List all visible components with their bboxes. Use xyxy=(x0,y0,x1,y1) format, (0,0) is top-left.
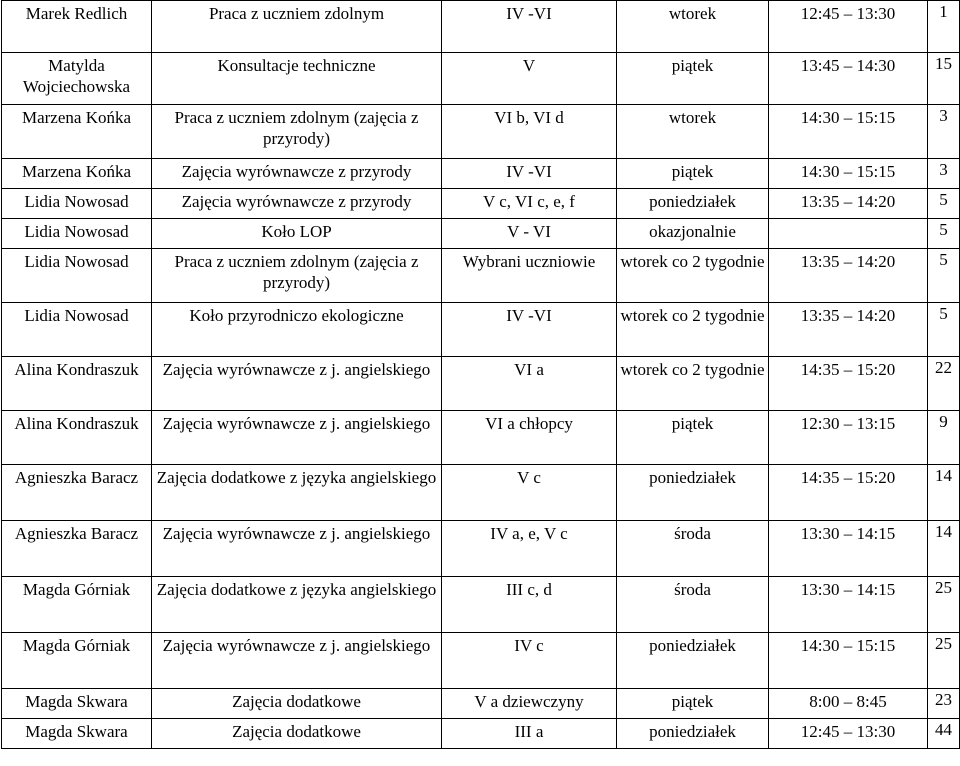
time-cell: 13:35 – 14:20 xyxy=(769,249,928,303)
teacher-cell: Agnieszka Baracz xyxy=(2,465,152,521)
time-cell: 14:30 – 15:15 xyxy=(769,105,928,159)
classes-cell: IV -VI xyxy=(442,159,617,189)
table-row xyxy=(2,219,960,249)
day-cell: środa xyxy=(617,577,769,633)
classes-cell: VI a xyxy=(442,357,617,411)
classes-cell: VI a chłopcy xyxy=(442,411,617,465)
activity-cell: Praca z uczniem zdolnym (zajęcia z przyrody) xyxy=(152,105,442,159)
table-row xyxy=(2,105,960,159)
time-cell: 13:30 – 14:15 xyxy=(769,577,928,633)
classes-cell: V a dziewczyny xyxy=(442,689,617,719)
activity-cell: Konsultacje techniczne xyxy=(152,53,442,105)
activity-cell: Zajęcia wyrównawcze z przyrody xyxy=(152,189,442,219)
count-cell: 14 xyxy=(928,465,960,521)
time-cell: 8:00 – 8:45 xyxy=(769,689,928,719)
count-cell: 5 xyxy=(928,189,960,219)
table-row xyxy=(2,719,960,749)
teacher-cell: Lidia Nowosad xyxy=(2,249,152,303)
table-row xyxy=(2,411,960,465)
teacher-cell: Marzena Końka xyxy=(2,105,152,159)
activity-cell: Zajęcia dodatkowe xyxy=(152,719,442,749)
activity-cell: Zajęcia wyrównawcze z przyrody xyxy=(152,159,442,189)
day-cell: okazjonalnie xyxy=(617,219,769,249)
day-cell: poniedziałek xyxy=(617,633,769,689)
table-row xyxy=(2,633,960,689)
activity-cell: Praca z uczniem zdolnym (zajęcia z przyrody) xyxy=(152,249,442,303)
table-row xyxy=(2,465,960,521)
table-row xyxy=(2,189,960,219)
teacher-cell: Marzena Końka xyxy=(2,159,152,189)
time-cell: 13:45 – 14:30 xyxy=(769,53,928,105)
classes-cell: V c xyxy=(442,465,617,521)
teacher-cell: Alina Kondraszuk xyxy=(2,357,152,411)
table-row xyxy=(2,53,960,105)
time-cell: 13:30 – 14:15 xyxy=(769,521,928,577)
activity-cell: Koło przyrodniczo ekologiczne xyxy=(152,303,442,357)
day-cell: piątek xyxy=(617,53,769,105)
teacher-cell: Magda Górniak xyxy=(2,577,152,633)
time-cell: 14:35 – 15:20 xyxy=(769,465,928,521)
count-cell: 44 xyxy=(928,719,960,749)
classes-cell: IV -VI xyxy=(442,303,617,357)
time-cell xyxy=(769,219,928,249)
classes-cell: Wybrani uczniowie xyxy=(442,249,617,303)
activity-cell: Zajęcia wyrównawcze z j. angielskiego xyxy=(152,633,442,689)
table-row xyxy=(2,521,960,577)
day-cell: poniedziałek xyxy=(617,465,769,521)
schedule-table xyxy=(1,0,960,749)
count-cell: 22 xyxy=(928,357,960,411)
teacher-cell: Magda Skwara xyxy=(2,719,152,749)
teacher-cell: Marek Redlich xyxy=(2,1,152,53)
day-cell: wtorek xyxy=(617,1,769,53)
classes-cell: IV c xyxy=(442,633,617,689)
count-cell: 1 xyxy=(928,1,960,53)
count-cell: 3 xyxy=(928,159,960,189)
count-cell: 9 xyxy=(928,411,960,465)
table-row xyxy=(2,159,960,189)
time-cell: 12:30 – 13:15 xyxy=(769,411,928,465)
day-cell: piątek xyxy=(617,159,769,189)
table-row xyxy=(2,357,960,411)
schedule-body xyxy=(2,1,960,749)
count-cell: 5 xyxy=(928,303,960,357)
activity-cell: Koło LOP xyxy=(152,219,442,249)
day-cell: poniedziałek xyxy=(617,189,769,219)
day-cell: wtorek co 2 tygodnie xyxy=(617,357,769,411)
classes-cell: V xyxy=(442,53,617,105)
activity-cell: Praca z uczniem zdolnym xyxy=(152,1,442,53)
table-row xyxy=(2,1,960,53)
day-cell: wtorek xyxy=(617,105,769,159)
teacher-cell: Lidia Nowosad xyxy=(2,303,152,357)
count-cell: 15 xyxy=(928,53,960,105)
classes-cell: IV -VI xyxy=(442,1,617,53)
count-cell: 14 xyxy=(928,521,960,577)
teacher-cell: Magda Górniak xyxy=(2,633,152,689)
time-cell: 14:30 – 15:15 xyxy=(769,159,928,189)
activity-cell: Zajęcia dodatkowe xyxy=(152,689,442,719)
count-cell: 25 xyxy=(928,633,960,689)
teacher-cell: Alina Kondraszuk xyxy=(2,411,152,465)
activity-cell: Zajęcia wyrównawcze z j. angielskiego xyxy=(152,357,442,411)
day-cell: środa xyxy=(617,521,769,577)
classes-cell: VI b, VI d xyxy=(442,105,617,159)
table-row xyxy=(2,577,960,633)
count-cell: 5 xyxy=(928,249,960,303)
table-row xyxy=(2,303,960,357)
classes-cell: III a xyxy=(442,719,617,749)
count-cell: 25 xyxy=(928,577,960,633)
classes-cell: III c, d xyxy=(442,577,617,633)
day-cell: poniedziałek xyxy=(617,719,769,749)
teacher-cell: Magda Skwara xyxy=(2,689,152,719)
activity-cell: Zajęcia wyrównawcze z j. angielskiego xyxy=(152,521,442,577)
classes-cell: V - VI xyxy=(442,219,617,249)
teacher-cell: Lidia Nowosad xyxy=(2,219,152,249)
classes-cell: V c, VI c, e, f xyxy=(442,189,617,219)
classes-cell: IV a, e, V c xyxy=(442,521,617,577)
teacher-cell: Agnieszka Baracz xyxy=(2,521,152,577)
activity-cell: Zajęcia wyrównawcze z j. angielskiego xyxy=(152,411,442,465)
time-cell: 14:30 – 15:15 xyxy=(769,633,928,689)
time-cell: 12:45 – 13:30 xyxy=(769,719,928,749)
count-cell: 23 xyxy=(928,689,960,719)
activity-cell: Zajęcia dodatkowe z języka angielskiego xyxy=(152,577,442,633)
day-cell: wtorek co 2 tygodnie xyxy=(617,303,769,357)
count-cell: 5 xyxy=(928,219,960,249)
time-cell: 12:45 – 13:30 xyxy=(769,1,928,53)
time-cell: 14:35 – 15:20 xyxy=(769,357,928,411)
teacher-cell: Lidia Nowosad xyxy=(2,189,152,219)
day-cell: wtorek co 2 tygodnie xyxy=(617,249,769,303)
day-cell: piątek xyxy=(617,689,769,719)
activity-cell: Zajęcia dodatkowe z języka angielskiego xyxy=(152,465,442,521)
time-cell: 13:35 – 14:20 xyxy=(769,189,928,219)
day-cell: piątek xyxy=(617,411,769,465)
table-row xyxy=(2,249,960,303)
count-cell: 3 xyxy=(928,105,960,159)
table-row xyxy=(2,689,960,719)
time-cell: 13:35 – 14:20 xyxy=(769,303,928,357)
teacher-cell: Matylda Wojciechowska xyxy=(2,53,152,105)
